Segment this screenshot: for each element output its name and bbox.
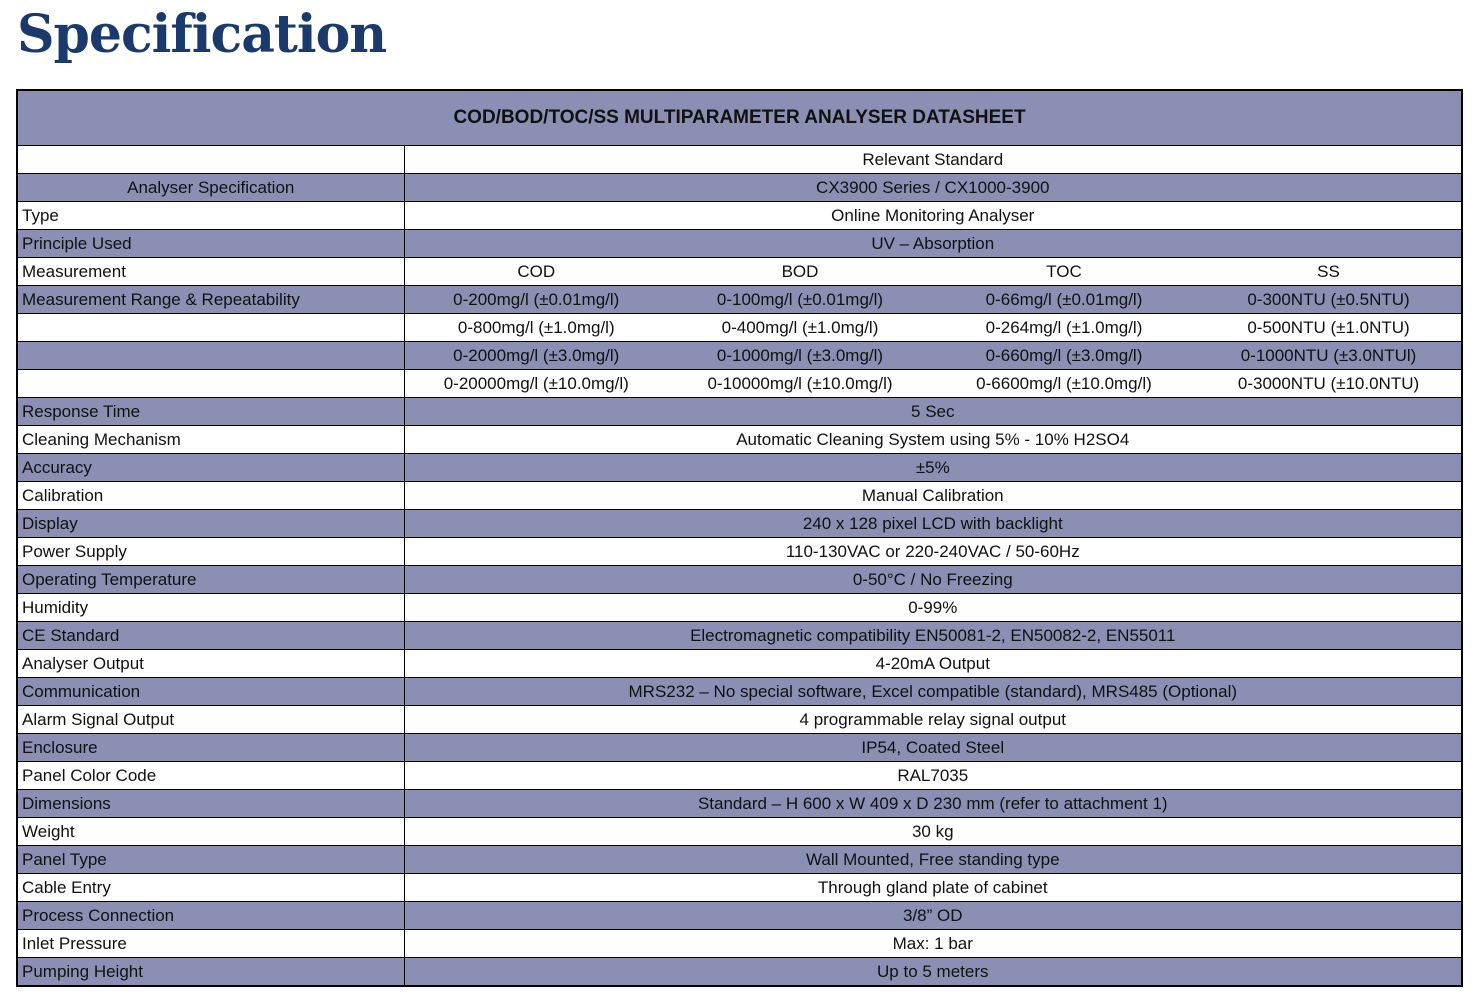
range-cell: 0-20000mg/l (±10.0mg/l) bbox=[404, 370, 668, 398]
type-label: Type bbox=[17, 202, 404, 230]
row-label: Process Connection bbox=[17, 902, 404, 930]
row-value: 5 Sec bbox=[404, 398, 1462, 426]
table-row bbox=[17, 594, 1462, 622]
table-row bbox=[17, 902, 1462, 930]
measurement-col-cod: COD bbox=[404, 258, 668, 286]
page-title: Specification bbox=[17, 4, 387, 65]
row-label: Alarm Signal Output bbox=[17, 706, 404, 734]
row-label: Communication bbox=[17, 678, 404, 706]
table-row bbox=[17, 790, 1462, 818]
table-row bbox=[17, 874, 1462, 902]
measurement-col-ss: SS bbox=[1196, 258, 1462, 286]
range-cell: 0-660mg/l (±3.0mg/l) bbox=[932, 342, 1196, 370]
row-value: 0-50°C / No Freezing bbox=[404, 566, 1462, 594]
measurement-col-bod: BOD bbox=[668, 258, 932, 286]
range-cell: 0-66mg/l (±0.01mg/l) bbox=[932, 286, 1196, 314]
range-cell: 0-6600mg/l (±10.0mg/l) bbox=[932, 370, 1196, 398]
row-label: CE Standard bbox=[17, 622, 404, 650]
range-cell: 0-400mg/l (±1.0mg/l) bbox=[668, 314, 932, 342]
row-value: 4-20mA Output bbox=[404, 650, 1462, 678]
row-value: 30 kg bbox=[404, 818, 1462, 846]
range-cell: 0-1000NTU (±3.0NTUl) bbox=[1196, 342, 1462, 370]
row-value: IP54, Coated Steel bbox=[404, 734, 1462, 762]
row-value: Manual Calibration bbox=[404, 482, 1462, 510]
row-label: Enclosure bbox=[17, 734, 404, 762]
table-row bbox=[17, 958, 1462, 987]
table-row bbox=[17, 678, 1462, 706]
range-cell: 0-1000mg/l (±3.0mg/l) bbox=[668, 342, 932, 370]
table-row bbox=[17, 510, 1462, 538]
range-cell: 0-500NTU (±1.0NTU) bbox=[1196, 314, 1462, 342]
row-value: Max: 1 bar bbox=[404, 930, 1462, 958]
row-label: Humidity bbox=[17, 594, 404, 622]
table-row bbox=[17, 454, 1462, 482]
empty-cell bbox=[17, 146, 404, 174]
table-row bbox=[17, 398, 1462, 426]
row-value: Wall Mounted, Free standing type bbox=[404, 846, 1462, 874]
row-value: 3/8” OD bbox=[404, 902, 1462, 930]
row-label: Response Time bbox=[17, 398, 404, 426]
row-label: Pumping Height bbox=[17, 958, 404, 987]
row-value: 110-130VAC or 220-240VAC / 50-60Hz bbox=[404, 538, 1462, 566]
range-label: Measurement Range & Repeatability bbox=[17, 286, 404, 314]
range-cell: 0-100mg/l (±0.01mg/l) bbox=[668, 286, 932, 314]
row-value: Automatic Cleaning System using 5% - 10% H2SO4 bbox=[404, 426, 1462, 454]
analyser-spec-value: CX3900 Series / CX1000-3900 bbox=[404, 174, 1462, 202]
table-row bbox=[17, 426, 1462, 454]
row-label: Analyser Output bbox=[17, 650, 404, 678]
range-cell: 0-10000mg/l (±10.0mg/l) bbox=[668, 370, 932, 398]
row-label: Calibration bbox=[17, 482, 404, 510]
principle-label: Principle Used bbox=[17, 230, 404, 258]
empty-cell bbox=[17, 370, 404, 398]
range-cell: 0-200mg/l (±0.01mg/l) bbox=[404, 286, 668, 314]
row-label: Cleaning Mechanism bbox=[17, 426, 404, 454]
range-cell: 0-300NTU (±0.5NTU) bbox=[1196, 286, 1462, 314]
row-label: Weight bbox=[17, 818, 404, 846]
row-value: ±5% bbox=[404, 454, 1462, 482]
row-value: RAL7035 bbox=[404, 762, 1462, 790]
row-value: Standard – H 600 x W 409 x D 230 mm (refer to attachment 1) bbox=[404, 790, 1462, 818]
table-row bbox=[17, 734, 1462, 762]
row-label: Panel Color Code bbox=[17, 762, 404, 790]
analyser-spec-label: Analyser Specification bbox=[17, 174, 404, 202]
empty-cell bbox=[17, 342, 404, 370]
table-row bbox=[17, 930, 1462, 958]
table-row bbox=[17, 846, 1462, 874]
spec-table bbox=[16, 89, 1463, 987]
table-row bbox=[17, 762, 1462, 790]
table-row bbox=[17, 566, 1462, 594]
row-label: Power Supply bbox=[17, 538, 404, 566]
row-label: Cable Entry bbox=[17, 874, 404, 902]
type-value: Online Monitoring Analyser bbox=[404, 202, 1462, 230]
row-label: Display bbox=[17, 510, 404, 538]
relevant-standard-label: Relevant Standard bbox=[404, 146, 1462, 174]
row-value: Electromagnetic compatibility EN50081-2, EN50082-2, EN55011 bbox=[404, 622, 1462, 650]
row-label: Dimensions bbox=[17, 790, 404, 818]
measurement-label: Measurement bbox=[17, 258, 404, 286]
table-caption: COD/BOD/TOC/SS MULTIPARAMETER ANALYSER DATASHEET bbox=[17, 90, 1462, 146]
row-label: Panel Type bbox=[17, 846, 404, 874]
empty-cell bbox=[17, 314, 404, 342]
range-cell: 0-264mg/l (±1.0mg/l) bbox=[932, 314, 1196, 342]
row-label: Operating Temperature bbox=[17, 566, 404, 594]
table-row bbox=[17, 622, 1462, 650]
row-value: Up to 5 meters bbox=[404, 958, 1462, 987]
table-row bbox=[17, 650, 1462, 678]
range-cell: 0-800mg/l (±1.0mg/l) bbox=[404, 314, 668, 342]
table-row bbox=[17, 482, 1462, 510]
row-value: 0-99% bbox=[404, 594, 1462, 622]
table-row bbox=[17, 818, 1462, 846]
table-row bbox=[17, 706, 1462, 734]
range-cell: 0-2000mg/l (±3.0mg/l) bbox=[404, 342, 668, 370]
row-value: MRS232 – No special software, Excel compatible (standard), MRS485 (Optional) bbox=[404, 678, 1462, 706]
principle-value: UV – Absorption bbox=[404, 230, 1462, 258]
row-value: 4 programmable relay signal output bbox=[404, 706, 1462, 734]
row-label: Inlet Pressure bbox=[17, 930, 404, 958]
measurement-col-toc: TOC bbox=[932, 258, 1196, 286]
table-row bbox=[17, 538, 1462, 566]
row-label: Accuracy bbox=[17, 454, 404, 482]
row-value: Through gland plate of cabinet bbox=[404, 874, 1462, 902]
row-value: 240 x 128 pixel LCD with backlight bbox=[404, 510, 1462, 538]
range-cell: 0-3000NTU (±10.0NTU) bbox=[1196, 370, 1462, 398]
